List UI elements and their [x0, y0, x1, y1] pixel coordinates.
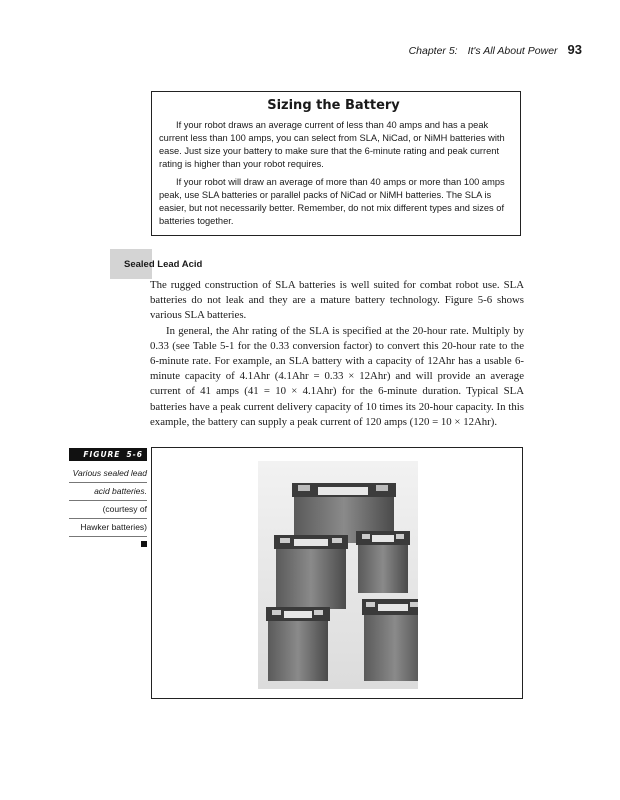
figure-label-text: FIGURE [83, 450, 121, 459]
chapter-title: It's All About Power [467, 45, 558, 57]
battery-front-left [266, 607, 330, 681]
caption-end-marker [141, 541, 147, 547]
figure-number: 5-6 [126, 450, 143, 459]
battery-front-right [362, 599, 418, 681]
sidebar-title: Sizing the Battery [267, 98, 400, 113]
page-number: 93 [567, 42, 582, 57]
caption-line: Various sealed lead [69, 465, 147, 483]
body-paragraph: The rugged construction of SLA batteries is well suited for combat robot use. SLA batteries do not leak and they are a mature battery technology. Figure 5-6 shows various SLA batteries. [150, 279, 524, 322]
sidebar-paragraph: If your robot will draw an average of more than 40 amps or more than 100 amps peak, use SLA batteries or parallel packs of NiCad or NiMH batteries. The SLA is easier, but not necessarily better. Remember, do not mix different types and sizes of batteries together. [159, 177, 505, 226]
battery-left [274, 535, 348, 609]
figure-label [69, 448, 147, 461]
chapter-label: Chapter 5: [408, 45, 458, 57]
body-paragraph: In general, the Ahr rating of the SLA is specified at the 20-hour rate. Multiply by 0.33 (see Table 5-1 for the 0.33 conversion factor) to convert this 20-hour rate to the 6-minute rate. For example, an SLA battery with a capacity of 12Ahr has a usable 6-minute capacity of 4.1Ahr (4.1Ahr = 0.33 × 12Ahr) and will provide an average current of 41 amps (41 = 10 × 4.1Ahr) for the 6-minute duration. Typical SLA batteries have a peak current delivery capacity of 10 times its 20-hour capacity. In this example, the battery can supply a peak current of 120 amps (120 = 10 × 12Ahr). [150, 324, 524, 428]
page-header [409, 42, 582, 57]
sidebar-paragraph: If your robot draws an average current of less than 40 amps and has a peak current less than 100 amps, you can select from SLA, NiCad, or NiMH batteries with ease. Just size your battery to make sure that the 6-minute rating and peak current rating is higher than your robot requires. [159, 120, 505, 169]
figure-caption [69, 448, 147, 547]
caption-line: Hawker batteries) [69, 519, 147, 537]
caption-line: acid batteries. [69, 483, 147, 501]
battery-photo [258, 461, 418, 689]
body-text [150, 278, 524, 430]
sidebar-box [151, 91, 521, 236]
section-heading: Sealed Lead Acid [124, 259, 203, 270]
caption-line: (courtesy of [69, 501, 147, 519]
battery-right [356, 531, 410, 593]
figure-frame [151, 447, 523, 699]
